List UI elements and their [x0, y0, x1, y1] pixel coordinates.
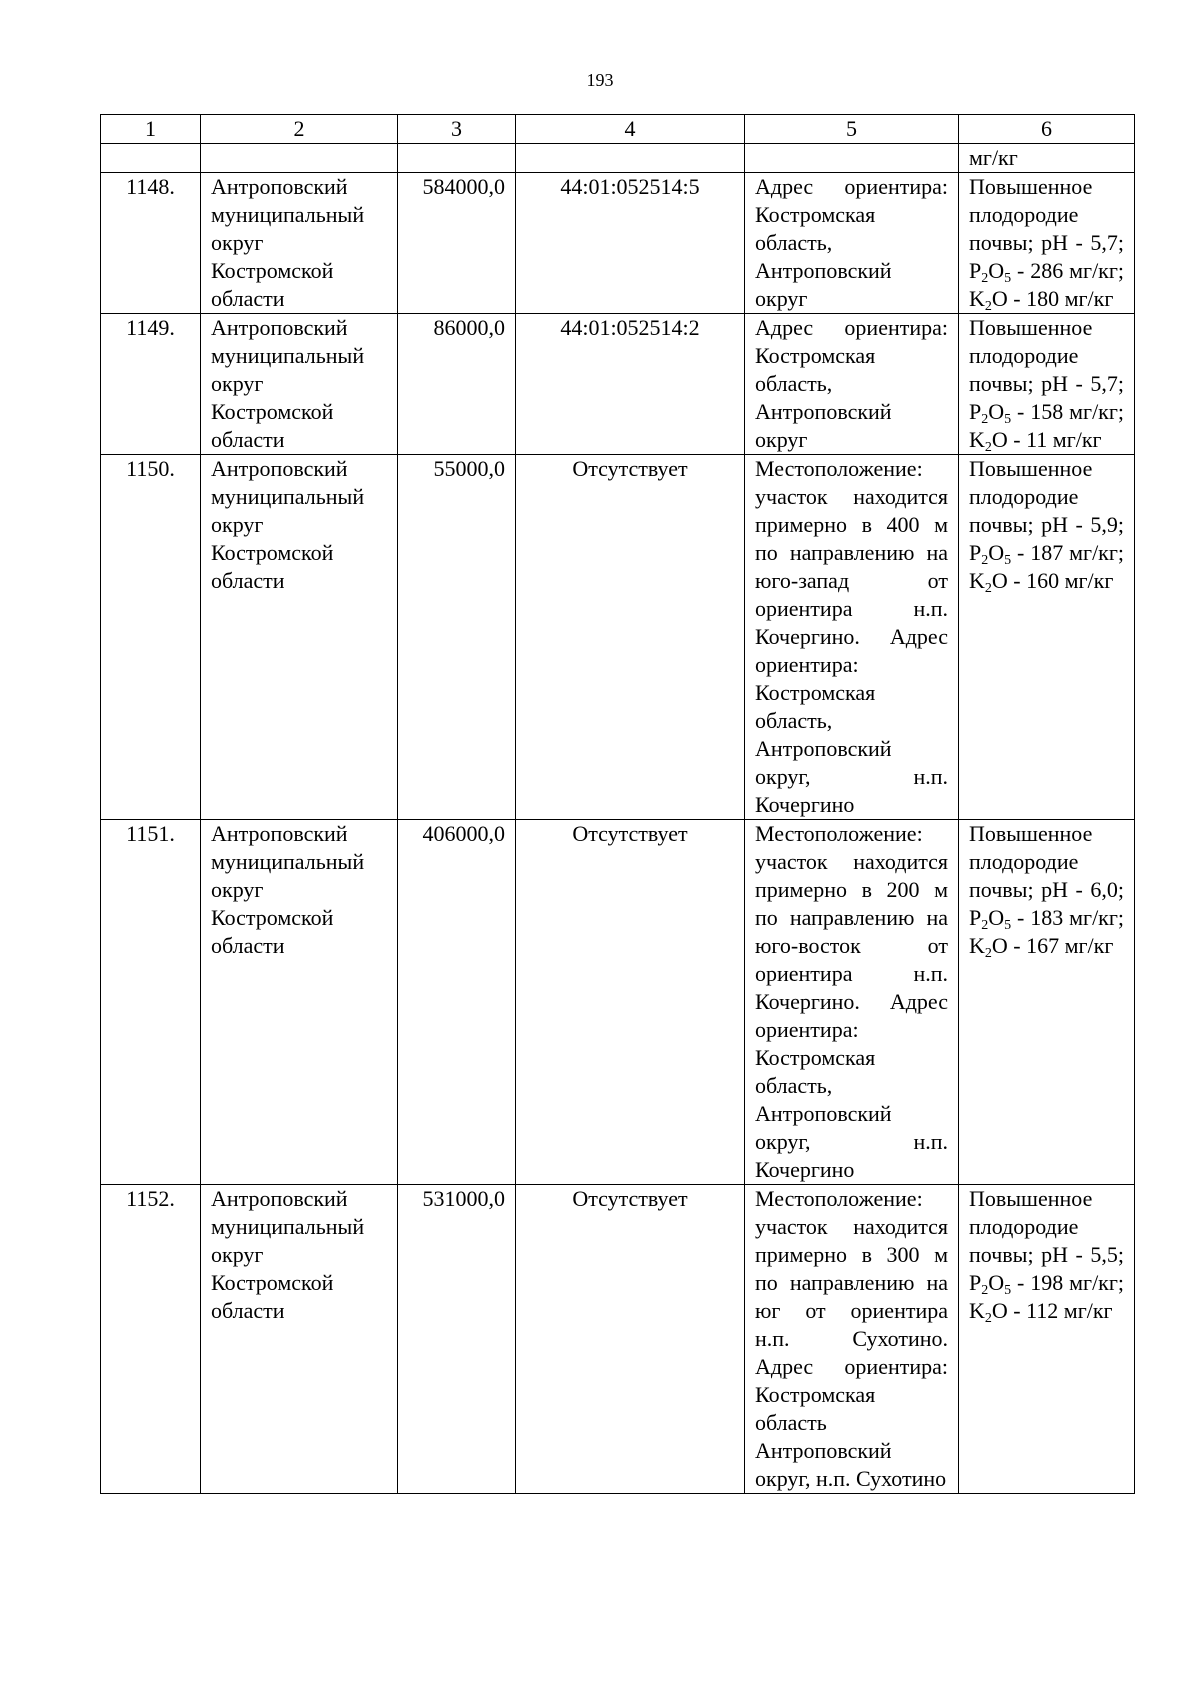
district-cell: Антроповский муниципальный округ Костромской области [201, 314, 398, 455]
column-header: 2 [201, 115, 398, 144]
column-numbers-row [101, 115, 1135, 144]
table-row [101, 820, 1135, 1185]
page-number: 193 [586, 70, 614, 90]
address-cell: Адрес ориентира: Костромская область, Антроповский округ [745, 314, 959, 455]
soil-lead: Повышенное плодородие почвы; pH - 5,9; [969, 456, 1124, 537]
phosphorus-value: 286 [1030, 258, 1064, 283]
phosphorus-value: 158 [1030, 399, 1064, 424]
potassium-value: 112 мг/кг [1026, 1298, 1113, 1323]
phosphorus-value: 183 [1030, 905, 1064, 930]
area-cell: 55000,0 [398, 455, 516, 820]
land-plots-table [100, 114, 1135, 1494]
soil-characteristics-cell: Повышенное плодородие почвы; pH - 6,0; $P_2O_5 - 183$ мг/кг; $K_2O - 167$ мг/кг [959, 820, 1135, 1185]
potassium-value: 160 мг/кг [1026, 568, 1114, 593]
soil-characteristics-cell: Повышенное плодородие почвы; pH - 5,5; $P_2O_5 - 198$ мг/кг; $K_2O - 112$ мг/кг [959, 1185, 1135, 1494]
column-header: 6 [959, 115, 1135, 144]
address-cell: Адрес ориентира: Костромская область, Антроповский округ [745, 173, 959, 314]
soil-mid: мг/кг; [1069, 258, 1125, 283]
district-cell: Антроповский муниципальный округ Костромской области [201, 1185, 398, 1494]
table-row [101, 173, 1135, 314]
phosphorus-value: 198 [1030, 1270, 1064, 1295]
table-row [101, 455, 1135, 820]
column-header: 3 [398, 115, 516, 144]
column-header: 4 [516, 115, 745, 144]
row-number: 1150. [101, 455, 201, 820]
continuation-cell: мг/кг [959, 144, 1135, 173]
cadastral-number-cell: Отсутствует [516, 820, 745, 1185]
district-cell: Антроповский муниципальный округ Костромской области [201, 820, 398, 1185]
area-cell: 584000,0 [398, 173, 516, 314]
soil-mid: мг/кг; [1069, 905, 1125, 930]
soil-lead: Повышенное плодородие почвы; pH - 5,5; [969, 1186, 1124, 1267]
soil-characteristics-cell: Повышенное плодородие почвы; pH - 5,7; $P_2O_5 - 158$ мг/кг; $K_2O - 11$ мг/кг [959, 314, 1135, 455]
soil-mid: мг/кг; [1069, 399, 1125, 424]
area-cell: 531000,0 [398, 1185, 516, 1494]
address-cell: Местоположение: участок находится примерно в 200 м по направлению на юго-восток от ориентира н.п. Кочергино. Адрес ориентира: Костромская область, Антроповский округ, н.п. Кочергино [745, 820, 959, 1185]
cadastral-number-cell: 44:01:052514:2 [516, 314, 745, 455]
table-row [101, 1185, 1135, 1494]
soil-characteristics-cell: Повышенное плодородие почвы; pH - 5,9; $P_2O_5 - 187$ мг/кг; $K_2O - 160$ мг/кг [959, 455, 1135, 820]
soil-lead: Повышенное плодородие почвы; pH - 5,7; [969, 315, 1124, 396]
soil-characteristics-cell: Повышенное плодородие почвы; pH - 5,7; $P_2O_5 - 286$ мг/кг; $K_2O - 180$ мг/кг [959, 173, 1135, 314]
potassium-value: 167 мг/кг [1026, 933, 1114, 958]
district-cell: Антроповский муниципальный округ Костромской области [201, 173, 398, 314]
area-cell: 86000,0 [398, 314, 516, 455]
table-row [101, 314, 1135, 455]
soil-mid: мг/кг; [1069, 540, 1125, 565]
district-cell: Антроповский муниципальный округ Костромской области [201, 455, 398, 820]
cadastral-number-cell: Отсутствует [516, 455, 745, 820]
address-cell: Местоположение: участок находится примерно в 400 м по направлению на юго-запад от ориентира н.п. Кочергино. Адрес ориентира: Костромская область, Антроповский округ, н.п. Кочергино [745, 455, 959, 820]
phosphorus-value: 187 [1030, 540, 1064, 565]
soil-mid: мг/кг; [1069, 1270, 1125, 1295]
soil-lead: Повышенное плодородие почвы; pH - 5,7; [969, 174, 1124, 255]
row-number: 1151. [101, 820, 201, 1185]
cadastral-number-cell: 44:01:052514:5 [516, 173, 745, 314]
potassium-value: 180 мг/кг [1026, 286, 1114, 311]
area-cell: 406000,0 [398, 820, 516, 1185]
row-number: 1152. [101, 1185, 201, 1494]
continuation-row [101, 144, 1135, 173]
soil-lead: Повышенное плодородие почвы; pH - 6,0; [969, 821, 1124, 902]
row-number: 1149. [101, 314, 201, 455]
cadastral-number-cell: Отсутствует [516, 1185, 745, 1494]
potassium-value: 11 мг/кг [1026, 427, 1102, 452]
address-cell: Местоположение: участок находится примерно в 300 м по направлению на юг от ориентира н.п. Сухотино. Адрес ориентира: Костромская область Антроповский округ, н.п. Сухотино [745, 1185, 959, 1494]
row-number: 1148. [101, 173, 201, 314]
column-header: 1 [101, 115, 201, 144]
column-header: 5 [745, 115, 959, 144]
